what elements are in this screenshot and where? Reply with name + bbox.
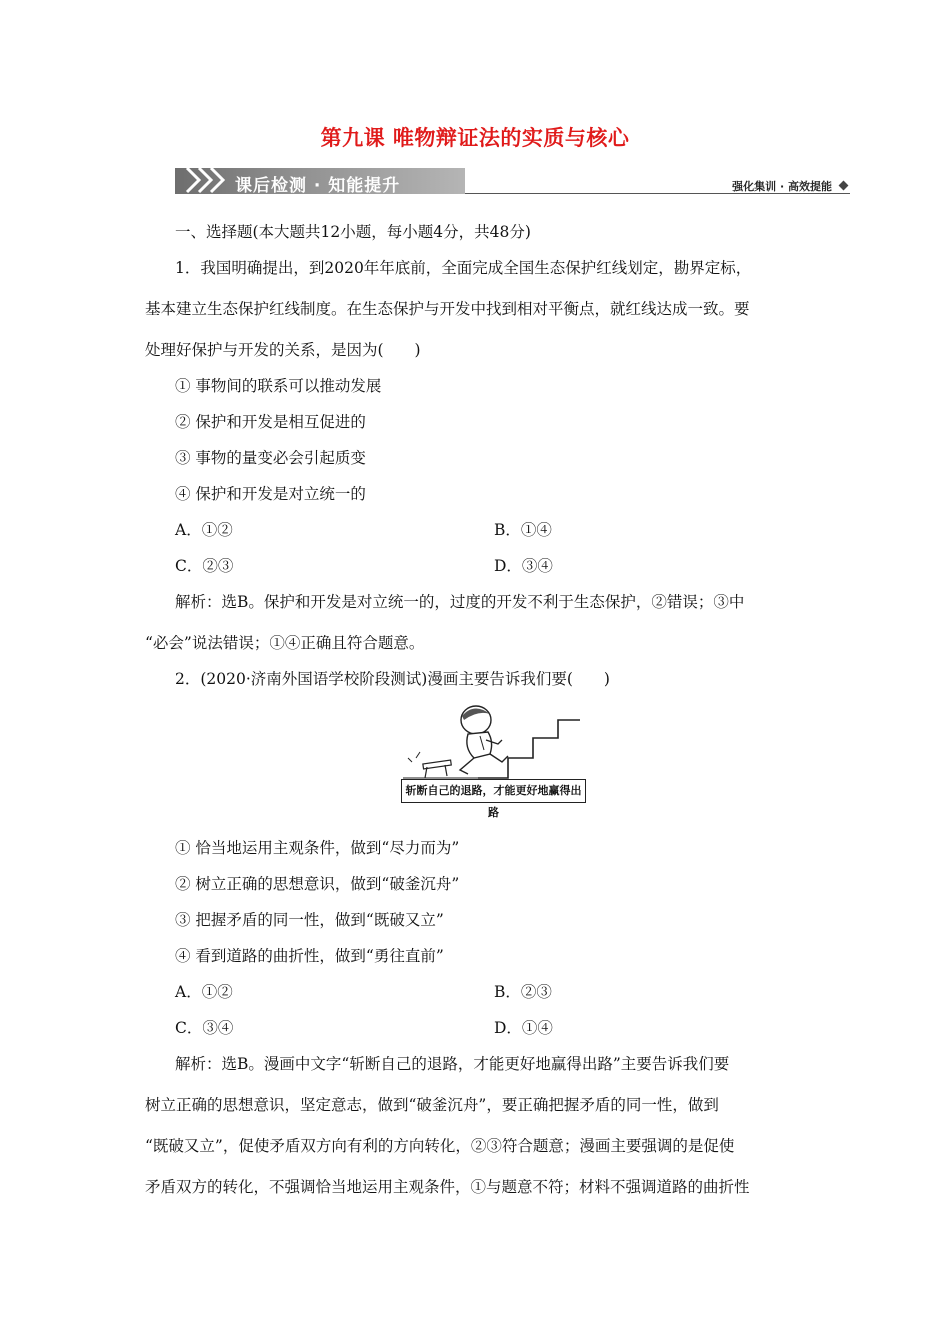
q1-analysis-line1: 解析：选B。保护和开发是对立统一的，过度的开发不利于生态保护，②错误；③中 xyxy=(175,593,745,611)
q2-stem: 2．(2020·济南外国语学校阶段测试)漫画主要告诉我们要( ) xyxy=(175,670,610,688)
page-title: 第九课 唯物辩证法的实质与核心 xyxy=(320,126,630,150)
q1-analysis-line2: “必会”说法错误；①④正确且符合题意。 xyxy=(145,634,425,652)
q1-item-1: ① 事物间的联系可以推动发展 xyxy=(175,377,382,395)
q1-option-c: C．②③ xyxy=(175,557,234,575)
banner-right-label: 强化集训 · 高效提能 xyxy=(732,180,832,193)
q2-analysis-line1: 解析：选B。漫画中文字“斩断自己的退路，才能更好地赢得出路”主要告诉我们要 xyxy=(175,1055,730,1073)
section-heading: 一、选择题(本大题共12小题，每小题4分，共48分) xyxy=(175,223,531,241)
q2-item-2: ② 树立正确的思想意识，做到“破釜沉舟” xyxy=(175,875,460,893)
q1-stem-line3: 处理好保护与开发的关系，是因为( ) xyxy=(145,341,421,359)
q2-option-d: D．①④ xyxy=(494,1019,553,1037)
q1-item-4: ④ 保护和开发是对立统一的 xyxy=(175,485,366,503)
q1-item-3: ③ 事物的量变必会引起质变 xyxy=(175,449,366,467)
chevron-arrows-icon xyxy=(183,164,233,196)
q1-item-2: ② 保护和开发是相互促进的 xyxy=(175,413,366,431)
q2-analysis-line3: “既破又立”，促使矛盾双方向有利的方向转化，②③符合题意；漫画主要强调的是促使 xyxy=(145,1137,735,1155)
q2-analysis-line2: 树立正确的思想意识，坚定意志，做到“破釜沉舟”，要正确把握矛盾的同一性，做到 xyxy=(145,1096,719,1114)
q2-item-3: ③ 把握矛盾的同一性，做到“既破又立” xyxy=(175,911,444,929)
q2-item-1: ① 恰当地运用主观条件，做到“尽力而为” xyxy=(175,839,460,857)
cartoon-caption: 斩断自己的退路，才能更好地赢得出路 xyxy=(401,779,586,803)
q1-option-a: A．①② xyxy=(175,521,233,539)
banner-left-label: 课后检测 · 知能提升 xyxy=(235,176,401,196)
diamond-icon xyxy=(839,181,849,191)
q2-option-a: A．①② xyxy=(175,983,233,1001)
q2-analysis-line4: 矛盾双方的转化，不强调恰当地运用主观条件，①与题意不符；材料不强调道路的曲折性 xyxy=(145,1178,750,1196)
q1-stem-line2: 基本建立生态保护红线制度。在生态保护与开发中找到相对平衡点，就红线达成一致。要 xyxy=(145,300,750,318)
q2-option-b: B．②③ xyxy=(494,983,552,1001)
section-banner xyxy=(175,162,850,196)
q1-stem-line1: 1．我国明确提出，到2020年年底前，全面完成全国生态保护红线划定，勘界定标， xyxy=(175,259,752,277)
q2-item-4: ④ 看到道路的曲折性，做到“勇往直前” xyxy=(175,947,444,965)
q1-option-b: B．①④ xyxy=(494,521,552,539)
q2-option-c: C．③④ xyxy=(175,1019,234,1037)
q1-option-d: D．③④ xyxy=(494,557,553,575)
